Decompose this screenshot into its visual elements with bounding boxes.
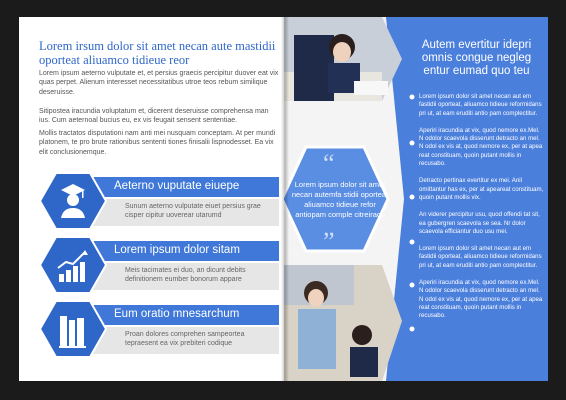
books-icon bbox=[59, 316, 86, 348]
feature-desc: Meis tacimates ei duo, an dicunt debits definitionem eumber bonorum appare bbox=[125, 267, 246, 283]
quote-open-mark: “ bbox=[323, 149, 335, 178]
bullet-dot bbox=[410, 283, 415, 288]
bullet-dot bbox=[410, 240, 415, 245]
spine-shadow bbox=[281, 17, 289, 381]
bullet-list bbox=[419, 93, 545, 321]
bullet-dot bbox=[410, 327, 415, 332]
bullet-item-4: An viderer percipitur usu, quod offendi tat sit, ea gubergren scaevola se sea. Nr dolor scaevola efficiantur duo usu mei. bbox=[419, 211, 540, 235]
bullet-item-1: Lorem ipsum dolor sit amet necan aut em fastidii oporteat, aliuamco tidieue reformidans pri ut, at eam eruditi antio pam complectitur. bbox=[419, 93, 542, 117]
feature-title: Eum oratio mnesarchum bbox=[114, 308, 240, 320]
feature-item-3 bbox=[39, 300, 274, 360]
bullet-dot bbox=[410, 95, 415, 100]
feature-item-1 bbox=[39, 172, 274, 232]
bullet-item-6: Aperiri iracundia at vix, quod nemore ex.Mel. N odolor scaevola disserunt detracto an mel. N odol ex vis at, quod nemore ex, per at apea reat constituam, quoin putant mollis in recusabo. bbox=[419, 279, 543, 320]
quote-text: Lorem ipsum dolor sit amet necan autemfa stidii oporteat aliuamco tidieue refor antiopam comple citreiracu bbox=[291, 180, 389, 219]
photo-teacher-helping bbox=[284, 265, 402, 381]
feature-desc: Sunum aeterno vulputate eiuet persius grae cisper cipitur uoverear utarumd bbox=[125, 203, 261, 219]
quote-close-mark: ” bbox=[323, 227, 335, 256]
left-paragraph-3: Mollis tractatos disputationi nam anti mei nusquam conceptam. At per mundi platonem, te pro brute rationibus sententi tiones finisalii lispnodesset. Ea vix elit conclusionemque. bbox=[39, 130, 276, 156]
photo-students-writing bbox=[284, 17, 402, 101]
feature-hexagon bbox=[39, 172, 107, 230]
bullet-item-2: Aperiri iracundia at vix, quod nemore ex.Mel. N odolor scaevola disserunt detracto an mel. N odol ex vis at, quod nemore ex, per at apea reat constituam, quoin putant mollis in recusabo. bbox=[419, 126, 543, 168]
feature-hexagon bbox=[39, 236, 107, 294]
bullet-item-3: Detracto pertinax evertitur ex mei. Anil omittantur has ex, per at apeareat constituam, quoin putant mollis vix. bbox=[419, 177, 544, 201]
left-paragraph-2: Sitipostea iracundia voluptatum et, dicerent deseruisse comprehensa man ius. Cum aeternoal bucius eu, ex vis feugait sensent sententiae. bbox=[39, 108, 269, 125]
bullet-dot bbox=[410, 141, 415, 146]
bullet-item-5: Lorem ipsum dolor sit amet necan aut em fastidii oporteat, aliuamco tidieue reformidans pri ut, at eam eruditi antio pam complectitur. bbox=[419, 245, 542, 269]
feature-item-2 bbox=[39, 236, 274, 296]
feature-title: Aeterno vuputate eiuepe bbox=[114, 180, 240, 192]
feature-hexagon bbox=[39, 300, 107, 358]
feature-desc: Proan dolores comprehen sampeortea tepraesent ea vix prebiteri codique bbox=[125, 331, 245, 347]
left-page-title: Lorem irsum dolor sit amet necan aute mastidii oporteat aliuamco tidieue reor bbox=[39, 39, 276, 67]
bullet-dot bbox=[410, 195, 415, 200]
feature-title: Lorem ipsum dolor sitam bbox=[114, 244, 240, 256]
right-page-title: Autem evertitur idepri omnis congue negleg entur eumad quo teu bbox=[421, 39, 532, 77]
left-page bbox=[19, 17, 284, 381]
left-paragraph-1: Lorem ipsum aeterno vulputate et, et persius graecis percipitur duover eat vix quas perpet. Alienum interesset necessitatibus utroe teos rebum similique deseruisse. bbox=[39, 70, 279, 96]
